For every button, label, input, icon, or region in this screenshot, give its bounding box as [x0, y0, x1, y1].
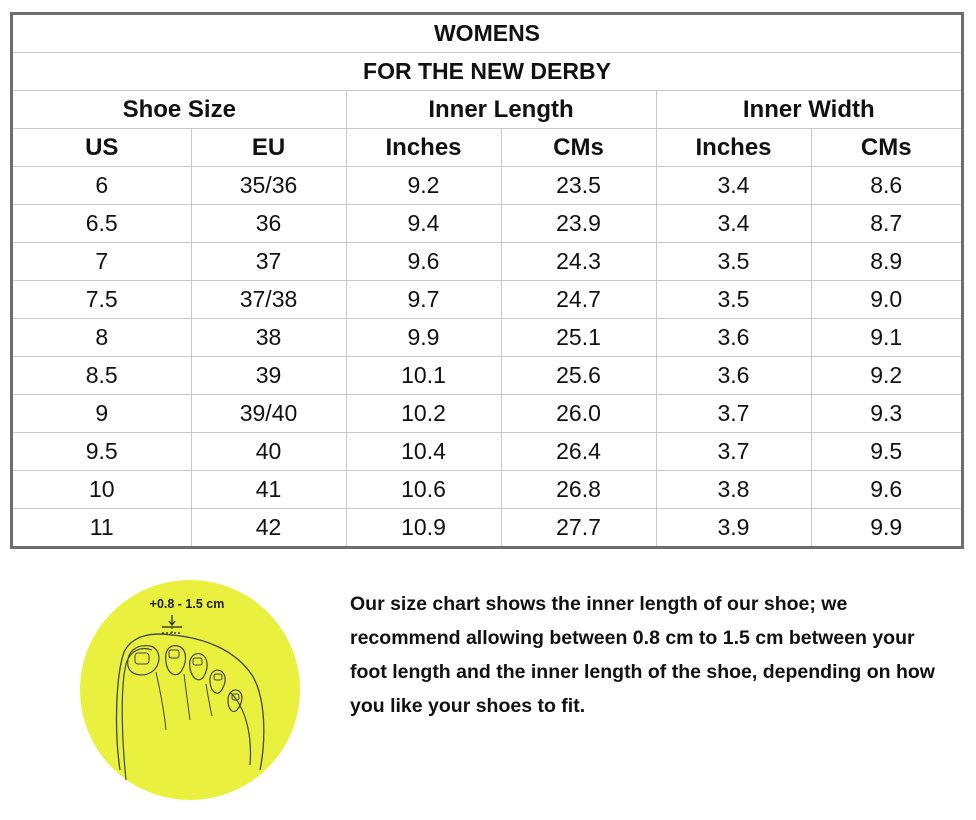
- table-cell: 7: [13, 243, 191, 281]
- column-header: CMs: [811, 129, 961, 167]
- table-row: [13, 433, 961, 471]
- table-row: [13, 471, 961, 509]
- table-cell: 10.2: [346, 395, 501, 433]
- chart-subtitle: FOR THE NEW DERBY: [13, 53, 961, 91]
- diagram-circle: [80, 580, 300, 800]
- table-row: [13, 281, 961, 319]
- table-cell: 9.0: [811, 281, 961, 319]
- table-cell: 40: [191, 433, 346, 471]
- chart-title: WOMENS: [13, 15, 961, 53]
- table-cell: 9.5: [13, 433, 191, 471]
- table-cell: 39/40: [191, 395, 346, 433]
- table-cell: 9.1: [811, 319, 961, 357]
- column-header: EU: [191, 129, 346, 167]
- table-cell: 26.8: [501, 471, 656, 509]
- table-cell: 6: [13, 167, 191, 205]
- table-row: [13, 205, 961, 243]
- table-cell: 3.4: [656, 205, 811, 243]
- table-cell: 27.7: [501, 509, 656, 547]
- size-chart: [10, 12, 964, 549]
- table-cell: 9.9: [346, 319, 501, 357]
- table-cell: 25.1: [501, 319, 656, 357]
- table-cell: 9.4: [346, 205, 501, 243]
- table-cell: 3.6: [656, 357, 811, 395]
- table-cell: 36: [191, 205, 346, 243]
- table-cell: 8: [13, 319, 191, 357]
- table-cell: 8.9: [811, 243, 961, 281]
- table-cell: 10: [13, 471, 191, 509]
- foot-diagram: [80, 580, 300, 800]
- table-cell: 10.1: [346, 357, 501, 395]
- table-cell: 3.6: [656, 319, 811, 357]
- table-cell: 9.6: [811, 471, 961, 509]
- table-cell: 3.7: [656, 395, 811, 433]
- column-header: CMs: [501, 129, 656, 167]
- fit-note: Our size chart shows the inner length of our shoe; we recommend allowing between 0.8 cm to 1.5 cm between your foot length and the inner length of the shoe, depending on how you like your shoes to fit.: [350, 593, 935, 717]
- table-cell: 37/38: [191, 281, 346, 319]
- table-cell: 3.4: [656, 167, 811, 205]
- table-cell: 3.5: [656, 243, 811, 281]
- table-cell: 9.7: [346, 281, 501, 319]
- table-cell: 26.0: [501, 395, 656, 433]
- table-cell: 41: [191, 471, 346, 509]
- table-cell: 24.7: [501, 281, 656, 319]
- table-cell: 42: [191, 509, 346, 547]
- table-cell: 8.6: [811, 167, 961, 205]
- table-cell: 35/36: [191, 167, 346, 205]
- table-row: [13, 395, 961, 433]
- table-cell: 25.6: [501, 357, 656, 395]
- table-row: [13, 243, 961, 281]
- table-cell: 9.3: [811, 395, 961, 433]
- column-header: US: [13, 129, 191, 167]
- table-cell: 8.5: [13, 357, 191, 395]
- table-cell: 9.5: [811, 433, 961, 471]
- table-cell: 9.6: [346, 243, 501, 281]
- table-cell: 24.3: [501, 243, 656, 281]
- table-cell: 37: [191, 243, 346, 281]
- group-inner-length: Inner Length: [346, 91, 656, 129]
- group-shoe-size: Shoe Size: [13, 91, 346, 129]
- table-cell: 9.2: [346, 167, 501, 205]
- table-cell: 9.2: [811, 357, 961, 395]
- table-row: [13, 167, 961, 205]
- table-cell: 26.4: [501, 433, 656, 471]
- table-cell: 11: [13, 509, 191, 547]
- table-cell: 8.7: [811, 205, 961, 243]
- table-cell: 3.9: [656, 509, 811, 547]
- column-header: Inches: [656, 129, 811, 167]
- table-row: [13, 319, 961, 357]
- size-table: [13, 15, 961, 546]
- table-cell: 10.4: [346, 433, 501, 471]
- table-cell: 7.5: [13, 281, 191, 319]
- table-cell: 38: [191, 319, 346, 357]
- table-cell: 6.5: [13, 205, 191, 243]
- table-cell: 10.9: [346, 509, 501, 547]
- column-header: Inches: [346, 129, 501, 167]
- table-cell: 9: [13, 395, 191, 433]
- table-cell: 23.9: [501, 205, 656, 243]
- group-inner-width: Inner Width: [656, 91, 961, 129]
- table-row: [13, 509, 961, 547]
- diagram-label: +0.8 - 1.5 cm: [149, 597, 225, 611]
- table-cell: 39: [191, 357, 346, 395]
- table-row: [13, 357, 961, 395]
- table-cell: 23.5: [501, 167, 656, 205]
- table-cell: 3.8: [656, 471, 811, 509]
- table-cell: 3.7: [656, 433, 811, 471]
- foot-icon: [80, 580, 300, 800]
- table-cell: 10.6: [346, 471, 501, 509]
- table-cell: 9.9: [811, 509, 961, 547]
- table-cell: 3.5: [656, 281, 811, 319]
